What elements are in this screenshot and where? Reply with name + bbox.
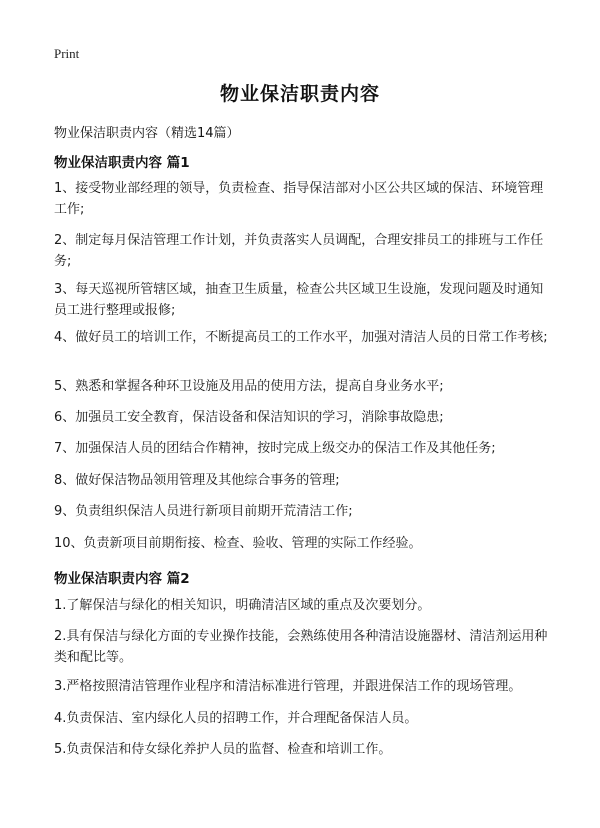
list-item: 1.了解保洁与绿化的相关知识，明确清洁区域的重点及次要划分。 bbox=[54, 598, 431, 613]
list-item: 6、加强员工安全教育，保洁设备和保洁知识的学习，消除事故隐患; bbox=[54, 410, 444, 425]
list-item: 4、做好员工的培训工作，不断提高员工的工作水平，加强对清洁人员的日常工作考核; bbox=[54, 330, 548, 345]
list-item: 2.具有保洁与绿化方面的专业操作技能，会熟练使用各种清洁设施器材、清洁剂运用种类和配比等。 bbox=[54, 629, 548, 665]
list-item: 7、加强保洁人员的团结合作精神，按时完成上级交办的保洁工作及其他任务; bbox=[54, 441, 496, 456]
list-item: 5.负责保洁和侍女绿化养护人员的监督、检查和培训工作。 bbox=[54, 742, 392, 757]
list-item: 10、负责新项目前期衔接、检查、验收、管理的实际工作经验。 bbox=[54, 536, 422, 551]
list-item: 3、每天巡视所管辖区域，抽查卫生质量，检查公共区域卫生设施，发现问题及时通知员工进行整理或报修; bbox=[54, 282, 544, 318]
list-item: 1、接受物业部经理的领导，负责检查、指导保洁部对小区公共区域的保洁、环境管理工作; bbox=[54, 181, 544, 217]
list-item: 2、制定每月保洁管理工作计划，并负责落实人员调配，合理安排员工的排班与工作任务; bbox=[54, 233, 544, 269]
page-title: 物业保洁职责内容 bbox=[219, 83, 380, 105]
list-item: 3.严格按照清洁管理作业程序和清洁标准进行管理，并跟进保洁工作的现场管理。 bbox=[54, 679, 522, 694]
list-item: 5、熟悉和掌握各种环卫设施及用品的使用方法，提高自身业务水平; bbox=[54, 379, 444, 394]
list-item: 4.负责保洁、室内绿化人员的招聘工作，并合理配备保洁人员。 bbox=[54, 711, 418, 726]
section-heading-1: 物业保洁职责内容 篇1 bbox=[54, 155, 190, 171]
list-item: 8、做好保洁物品领用管理及其他综合事务的管理; bbox=[54, 473, 340, 488]
section-heading-2: 物业保洁职责内容 篇2 bbox=[54, 571, 190, 587]
page-subtitle: 物业保洁职责内容（精选14篇） bbox=[54, 126, 240, 141]
print-label: Print bbox=[54, 46, 80, 61]
list-item: 9、负责组织保洁人员进行新项目前期开荒清洁工作; bbox=[54, 504, 353, 519]
